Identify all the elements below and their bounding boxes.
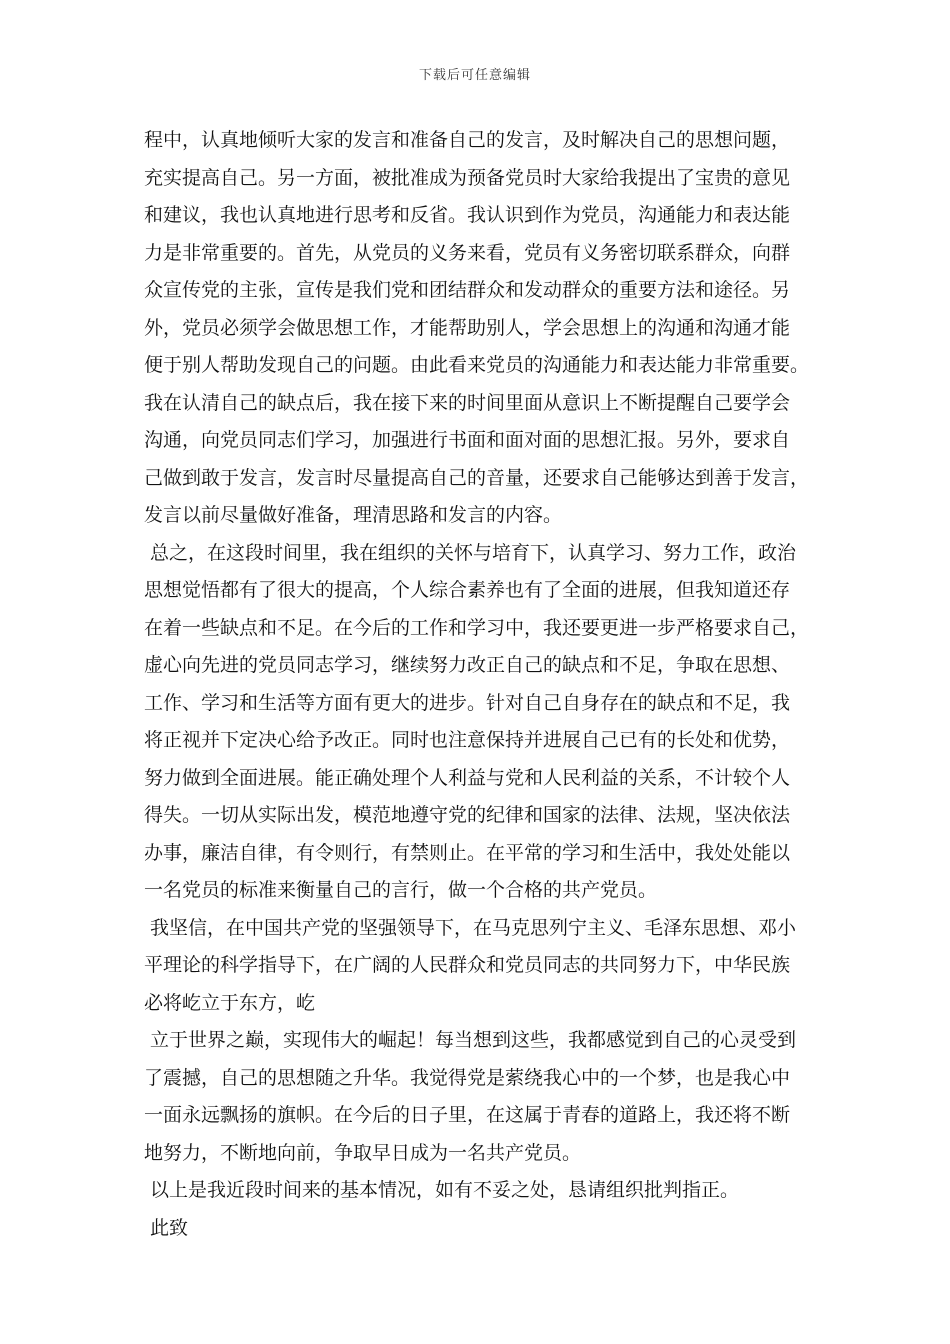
text-line: 此致	[144, 1216, 189, 1239]
text-line: 沟通，向党员同志们学习，加强进行书面和面对面的思想汇报。另外，要求自	[144, 429, 791, 451]
text-line: 将正视并下定决心给予改正。同时也注意保持并进展自己已有的长处和优势，	[144, 729, 791, 751]
text-line: 立于世界之巅，实现伟大的崛起！每当想到这些，我都感觉到自己的心灵受到	[144, 1029, 797, 1051]
text-line: 办事，廉洁自律，有令则行，有禁则止。在平常的学习和生活中，我处处能以	[144, 841, 791, 864]
text-line: 一面永远飘扬的旗帜。在今后的日子里，在这属于青春的道路上，我还将不断	[144, 1104, 791, 1126]
text-line: 以上是我近段时间来的基本情况，如有不妥之处，恳请组织批判指正。	[144, 1179, 740, 1201]
text-line: 外，党员必须学会做思想工作，才能帮助别人，学会思想上的沟通和沟通才能	[144, 316, 791, 339]
text-line: 了震撼，自己的思想随之升华。我觉得党是萦绕我心中的一个梦，也是我心中	[144, 1066, 791, 1089]
text-line: 力是非常重要的。首先，从党员的义务来看，党员有义务密切联系群众，向群	[144, 241, 791, 264]
body-text	[144, 122, 824, 1247]
text-line: 发言以前尽量做好准备，理清思路和发言的内容。	[144, 504, 563, 526]
text-line: 虚心向先进的党员同志学习，继续努力改正自己的缺点和不足，争取在思想、	[144, 654, 791, 676]
text-line: 思想觉悟都有了很大的提高，个人综合素养也有了全面的进展，但我知道还存	[144, 579, 791, 601]
text-line: 众宣传党的主张，宣传是我们党和团结群众和发动群众的重要方法和途径。另	[144, 279, 791, 301]
text-line: 地努力，不断地向前，争取早日成为一名共产党员。	[144, 1141, 582, 1164]
text-line: 和建议，我也认真地进行思考和反省。我认识到作为党员，沟通能力和表达能	[144, 204, 791, 226]
text-line: 平理论的科学指导下，在广阔的人民群众和党员同志的共同努力下，中华民族	[144, 954, 791, 976]
text-line: 工作、学习和生活等方面有更大的进步。针对自己自身存在的缺点和不足，我	[144, 691, 791, 714]
text-line: 充实提高自己。另一方面，被批准成为预备党员时大家给我提出了宝贵的意见	[144, 166, 791, 189]
text-line: 己做到敢于发言，发言时尽量提高自己的音量，还要求自己能够达到善于发言，	[144, 466, 810, 489]
text-line: 在着一些缺点和不足。在今后的工作和学习中，我还要更进一步严格要求自己，	[144, 616, 810, 639]
text-line: 必将屹立于东方，屹	[144, 991, 316, 1014]
text-line: 一名党员的标准来衡量自己的言行，做一个合格的共产党员。	[144, 879, 658, 901]
text-line: 我在认清自己的缺点后，我在接下来的时间里面从意识上不断提醒自己要学会	[144, 391, 791, 414]
text-line: 程中，认真地倾听大家的发言和准备自己的发言，及时解决自己的思想问题，	[144, 129, 791, 151]
text-line: 我坚信，在中国共产党的坚强领导下，在马克思列宁主义、毛泽东思想、邓小	[144, 916, 797, 939]
text-line: 得失。一切从实际出发，模范地遵守党的纪律和国家的法律、法规，坚决依法	[144, 804, 791, 826]
text-line: 便于别人帮助发现自己的问题。由此看来党员的沟通能力和表达能力非常重要。	[144, 354, 810, 376]
text-line: 努力做到全面进展。能正确处理个人利益与党和人民利益的关系，不计较个人	[144, 766, 791, 789]
text-line: 总之，在这段时间里，我在组织的关怀与培育下，认真学习、努力工作，政治	[144, 541, 797, 564]
page-header: 下载后可任意编辑	[418, 68, 531, 83]
